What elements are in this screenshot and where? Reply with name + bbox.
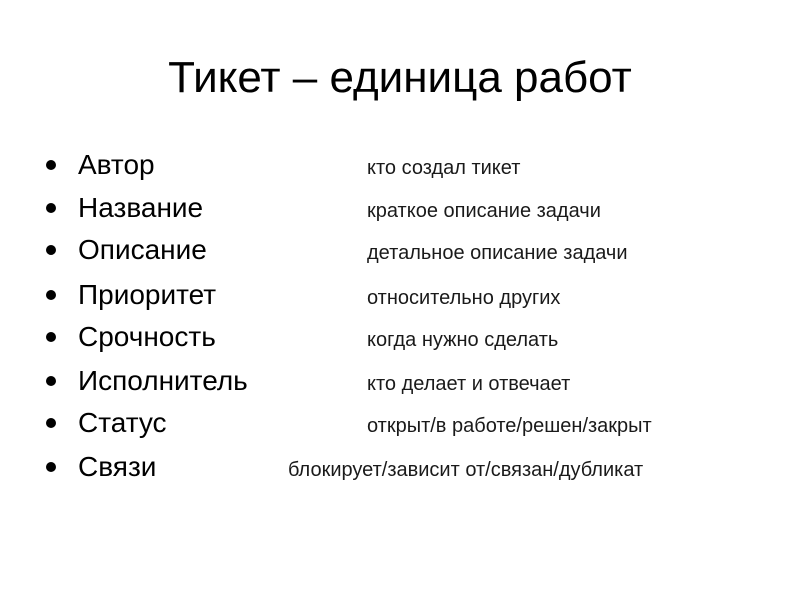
list-item	[0, 404, 800, 444]
bullet-icon	[46, 462, 56, 472]
item-term: Срочность	[78, 321, 216, 352]
list-item	[0, 231, 800, 271]
item-description: кто создал тикет	[367, 157, 521, 179]
item-term: Приоритет	[78, 279, 217, 310]
item-description: блокирует/зависит от/связан/дубликат	[288, 459, 644, 481]
slide-title: Тикет – единица работ	[168, 53, 632, 102]
bullet-icon	[46, 418, 56, 428]
bullet-icon	[46, 245, 56, 255]
list-item	[0, 276, 800, 316]
list-item	[0, 146, 800, 186]
list-item	[0, 318, 800, 358]
item-description: открыт/в работе/решен/закрыт	[367, 415, 652, 437]
list-item	[0, 448, 800, 488]
item-term: Название	[78, 192, 204, 223]
bullet-icon	[46, 376, 56, 386]
item-description: краткое описание задачи	[367, 200, 601, 222]
bullet-icon	[46, 290, 56, 300]
item-term: Автор	[78, 149, 155, 180]
item-description: кто делает и отвечает	[367, 373, 571, 395]
bullet-icon	[46, 160, 56, 170]
bullet-icon	[46, 203, 56, 213]
list-item	[0, 362, 800, 402]
bullet-icon	[46, 332, 56, 342]
item-description: когда нужно сделать	[367, 329, 559, 351]
item-description: относительно других	[367, 287, 561, 309]
item-description: детальное описание задачи	[367, 242, 628, 264]
item-term: Исполнитель	[78, 365, 248, 396]
item-term: Статус	[78, 407, 167, 438]
item-term: Описание	[78, 234, 207, 265]
item-term: Связи	[78, 451, 157, 482]
list-item	[0, 189, 800, 229]
